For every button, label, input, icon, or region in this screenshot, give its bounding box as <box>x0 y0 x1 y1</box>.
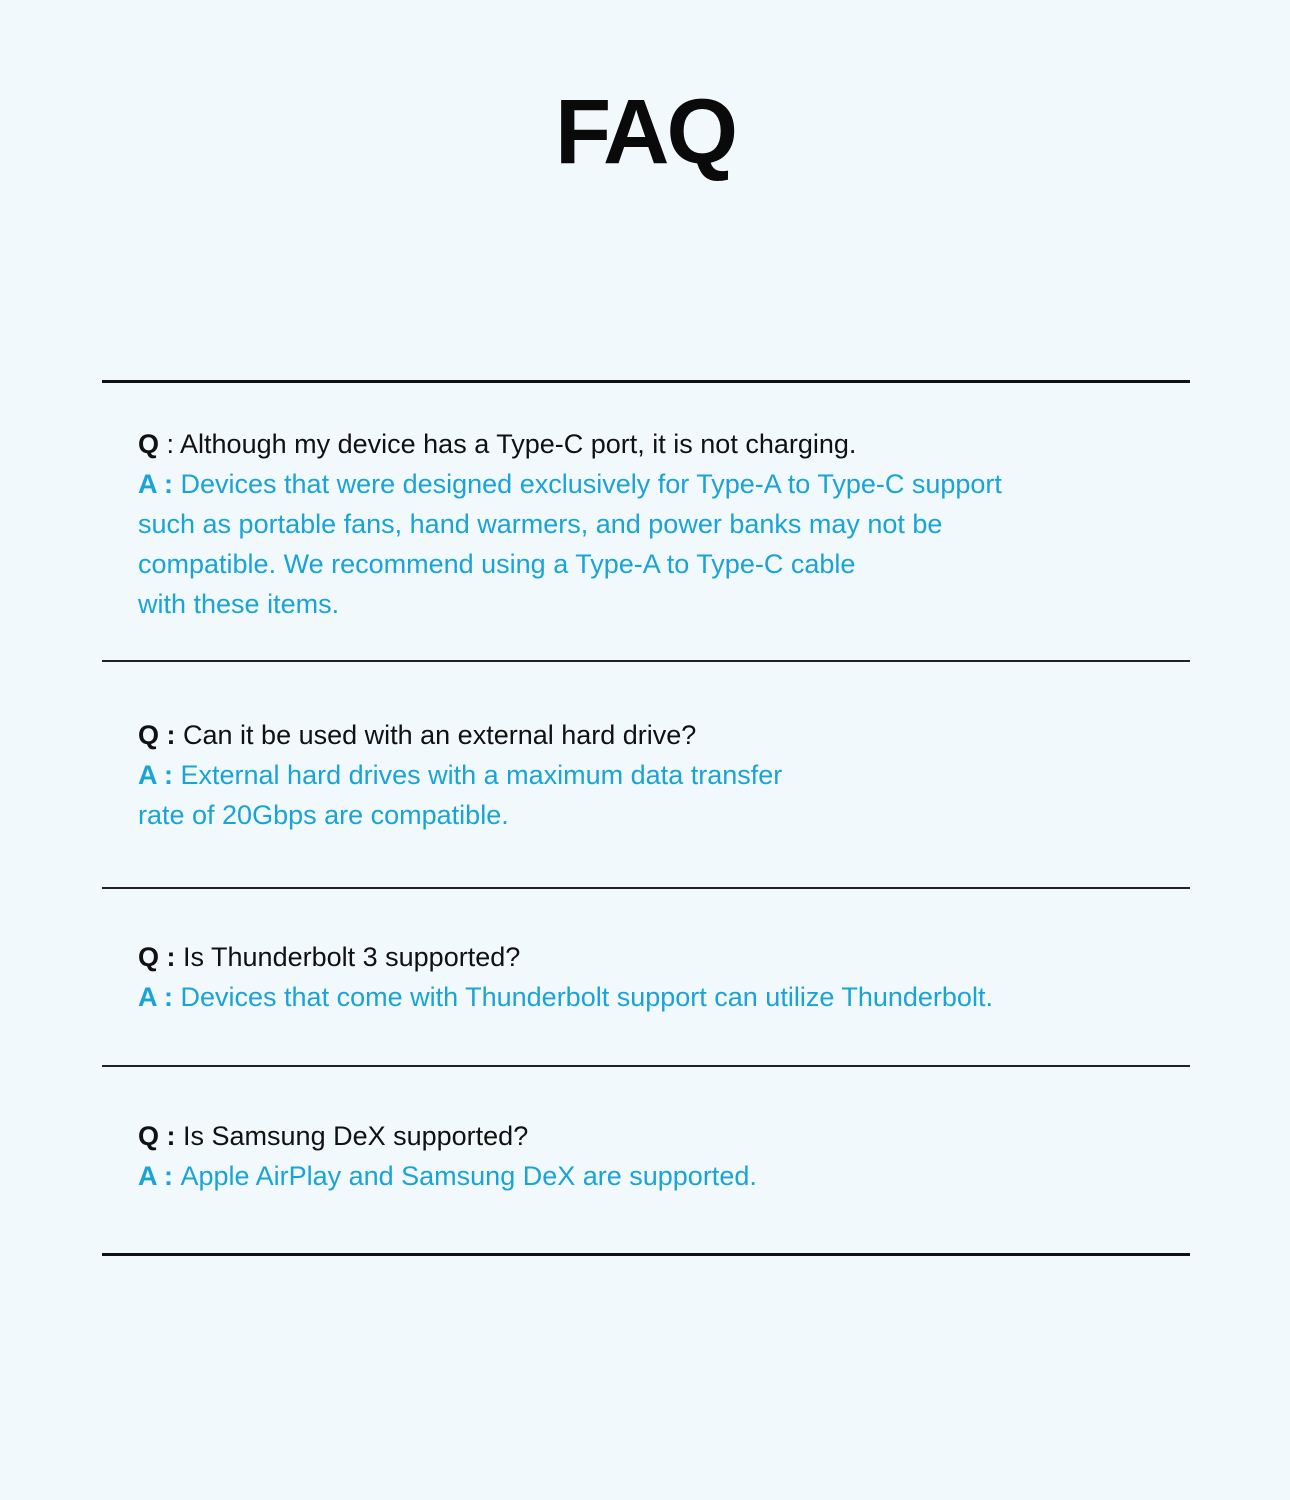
question-marker: Q <box>138 1121 160 1151</box>
faq-answer <box>138 755 1190 835</box>
faq-item <box>102 889 1190 1067</box>
faq-answer <box>138 1156 1190 1196</box>
faq-question <box>138 715 1190 755</box>
answer-text: Apple AirPlay and Samsung DeX are supported. <box>180 1161 757 1191</box>
answer-text: Devices that come with Thunderbolt support can utilize Thunderbolt. <box>180 982 993 1012</box>
marker-separator: : <box>156 469 181 499</box>
faq-question <box>138 424 1190 464</box>
faq-item <box>102 383 1190 662</box>
faq-answer <box>138 464 1190 624</box>
faq-item <box>102 1067 1190 1256</box>
faq-question <box>138 937 1190 977</box>
answer-marker: A <box>138 760 157 790</box>
marker-separator: : <box>159 720 184 750</box>
marker-separator: : <box>159 429 181 459</box>
question-marker: Q <box>138 429 160 459</box>
question-text: Although my device has a Type-C port, it is not charging. <box>180 429 857 459</box>
faq-question <box>138 1116 1190 1156</box>
marker-separator: : <box>156 760 181 790</box>
question-text: Can it be used with an external hard drive? <box>183 720 697 750</box>
answer-marker: A <box>138 469 157 499</box>
answer-text: External hard drives with a maximum data transfer rate of 20Gbps are compatible. <box>138 760 783 830</box>
faq-list <box>102 380 1190 1256</box>
marker-separator: : <box>156 982 181 1012</box>
question-text: Is Thunderbolt 3 supported? <box>183 942 521 972</box>
answer-marker: A <box>138 1161 157 1191</box>
marker-separator: : <box>156 1161 181 1191</box>
question-marker: Q <box>138 720 160 750</box>
page-title: FAQ <box>554 81 736 183</box>
question-text: Is Samsung DeX supported? <box>183 1121 529 1151</box>
faq-item <box>102 662 1190 889</box>
answer-text: Devices that were designed exclusively for Type-A to Type-C support such as portable fans, hand warmers, and power banks may not be compatible. We recommend using a Type-A to Type-C cable with these items. <box>138 469 1002 619</box>
answer-marker: A <box>138 982 157 1012</box>
faq-answer <box>138 977 1190 1017</box>
marker-separator: : <box>159 942 184 972</box>
question-marker: Q <box>138 942 160 972</box>
marker-separator: : <box>159 1121 184 1151</box>
